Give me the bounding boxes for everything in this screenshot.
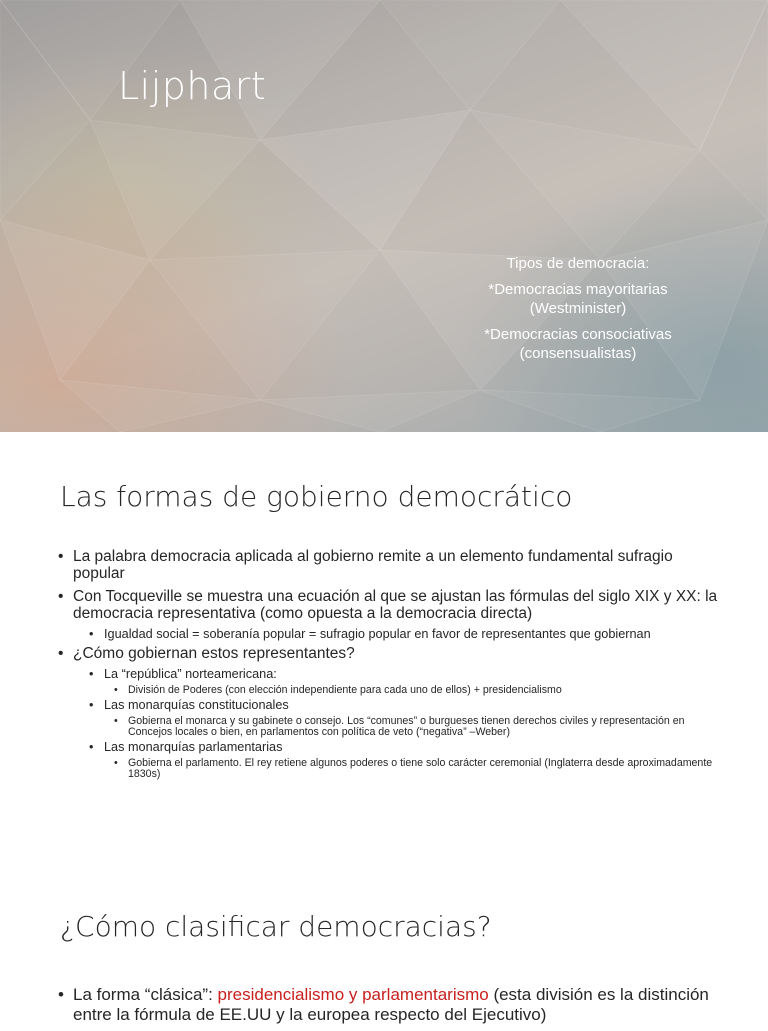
bullet-marker: • — [58, 645, 64, 662]
bullet-marker: • — [89, 627, 94, 641]
subtitle-line: *Democracias mayoritarias (Westminister) — [488, 281, 668, 317]
bullet-marker: • — [89, 667, 94, 681]
slide-subtitle — [440, 254, 716, 370]
slide-heading: Las formas de gobierno democrático — [60, 480, 573, 513]
bullet-list — [58, 985, 728, 1031]
bullet-marker: • — [114, 757, 118, 769]
bullet-marker: • — [58, 985, 64, 1004]
list-item: • ¿Cómo gobiernan estos representantes? — [58, 645, 355, 662]
content-slide-formas — [0, 432, 768, 864]
subtitle-line: *Democracias consociativas (consensualistas) — [484, 326, 672, 362]
list-item: • Las monarquías constitucionales — [89, 698, 289, 712]
bullet-marker: • — [114, 684, 118, 696]
list-item: • Gobierna el monarca y su gabinete o consejo. Los “comunes” o burgueses tienen derechos civiles y representación en Concejos locales o bien, en parlamentos con política de veto (“negativa” –Weber) — [114, 715, 685, 738]
bullet-marker: • — [89, 698, 94, 712]
slide-title: Lijphart — [118, 64, 267, 108]
list-item: • Con Tocqueville se muestra una ecuación al que se ajustan las fórmulas del siglo XIX y XX: la democracia representativa (como opuesta a la democracia directa) — [58, 588, 718, 622]
list-item: • Gobierna el parlamento. El rey retiene algunos poderes o tiene solo carácter ceremonial (Inglaterra desde aproximadamente 1830s) — [114, 757, 713, 780]
list-item: • La palabra democracia aplicada al gobierno remite a un elemento fundamental sufragio popular — [58, 548, 673, 582]
content-slide-clasificar — [0, 864, 768, 1024]
bullet-marker: • — [58, 548, 64, 565]
highlight-text: presidencialismo y parlamentarismo — [217, 985, 489, 1004]
list-item: • Las monarquías parlamentarias — [89, 740, 283, 754]
list-item: • División de Poderes (con elección independiente para cada uno de ellos) + presidencialismo — [114, 684, 562, 696]
bullet-marker: • — [58, 588, 64, 605]
list-item: • La forma “clásica”: presidencialismo y parlamentarismo (esta división es la distinción entre la fórmula de EE.UU y la europea respecto del Ejecutivo) — [58, 985, 709, 1024]
bullet-marker: • — [114, 715, 118, 727]
slide-heading: ¿Cómo clasificar democracias? — [60, 910, 492, 943]
list-item: • La “república” norteamericana: — [89, 667, 277, 681]
list-item: • Igualdad social = soberanía popular = sufragio popular en favor de representantes que gobiernan — [89, 627, 651, 641]
title-slide — [0, 0, 768, 432]
subtitle-line: Tipos de democracia: — [506, 255, 650, 272]
bullet-marker: • — [89, 740, 94, 754]
bullet-list — [58, 548, 728, 783]
